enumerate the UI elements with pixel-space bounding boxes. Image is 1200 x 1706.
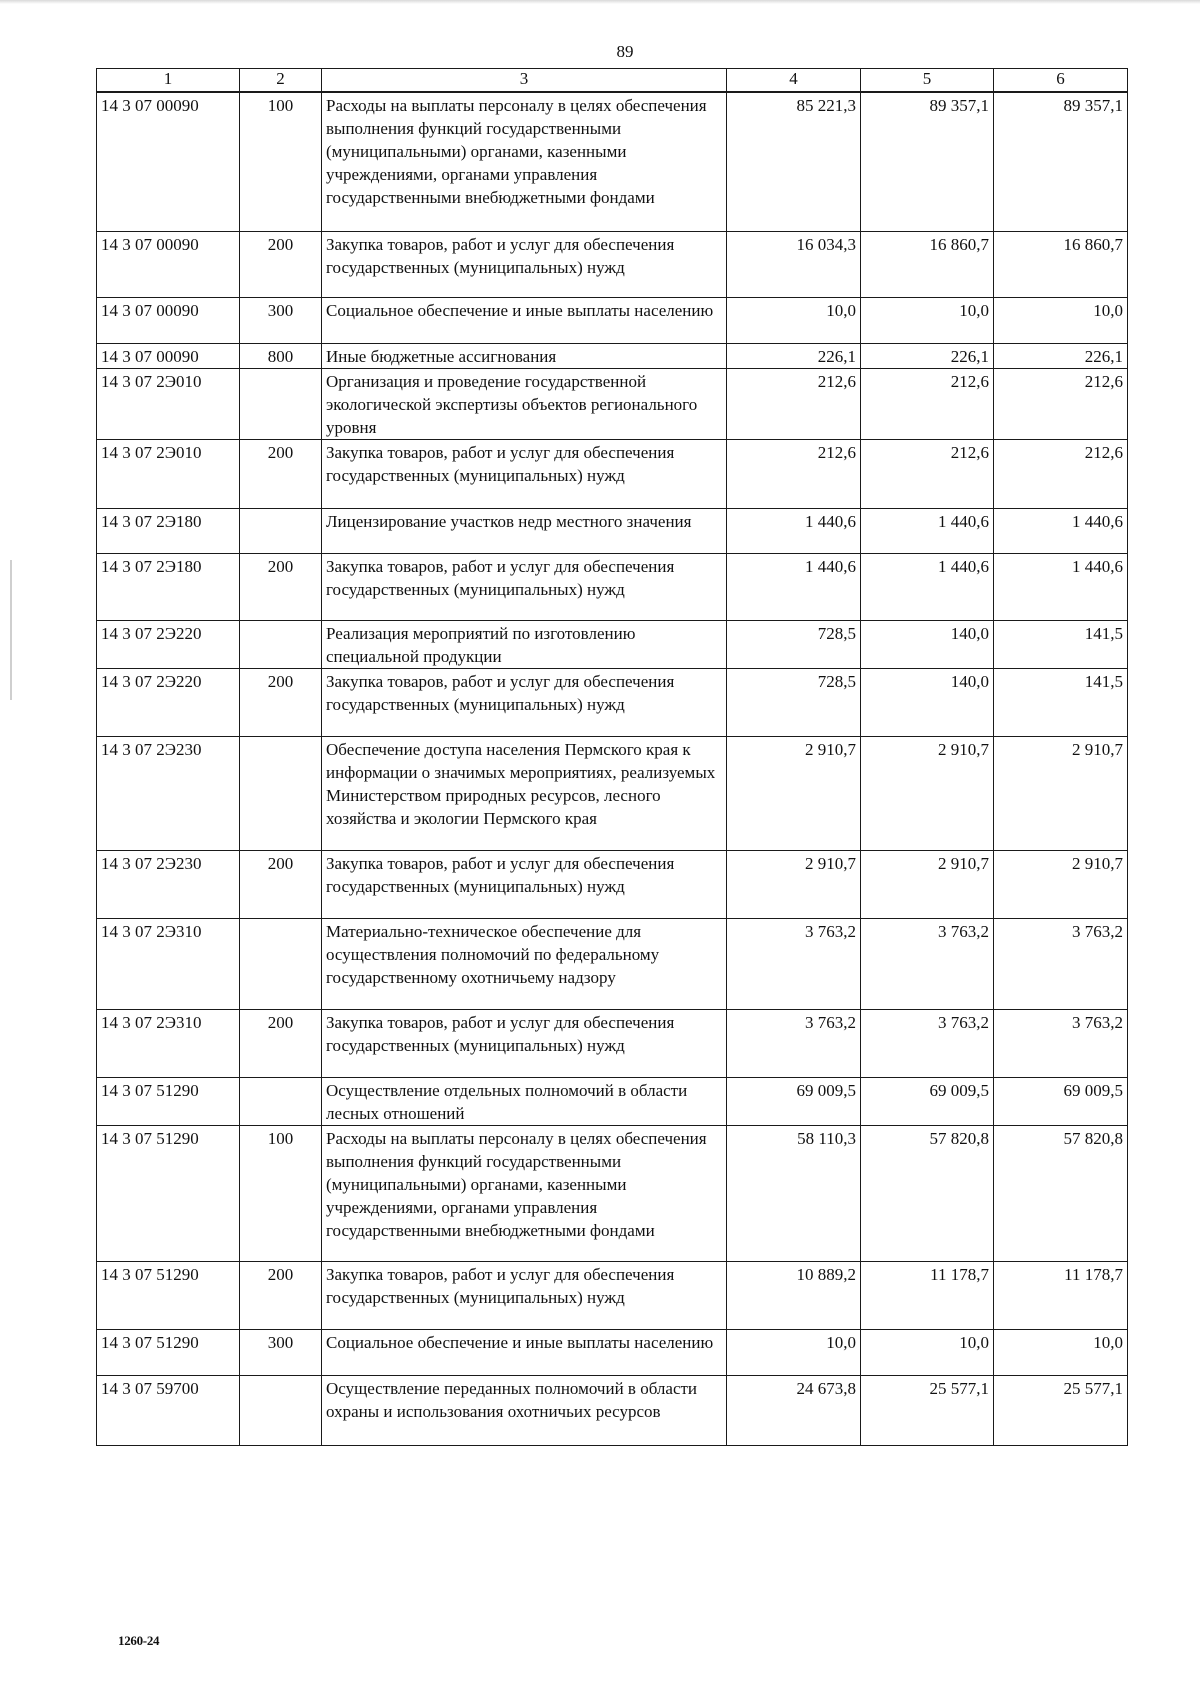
amount-year2-cell: 57 820,8 [861,1125,994,1261]
table-row [97,439,1128,508]
table-row [97,850,1128,918]
amount-year1-cell: 24 673,8 [727,1375,861,1445]
amount-year1-cell: 212,6 [727,439,861,508]
amount-year3-cell: 3 763,2 [994,918,1128,1009]
budget-code-cell: 14 3 07 51290 [97,1077,240,1125]
item-name-cell: Расходы на выплаты персоналу в целях обеспечения выполнения функций государственными (муниципальными) органами, казенными учреждениями, органами управления государственными внебюджетными фондами [322,92,727,231]
item-name-cell: Осуществление отдельных полномочий в области лесных отношений [322,1077,727,1125]
expense-type-cell [240,918,322,1009]
column-header: 2 [240,69,322,93]
expense-type-cell: 200 [240,850,322,918]
item-name-cell: Закупка товаров, работ и услуг для обеспечения государственных (муниципальных) нужд [322,231,727,297]
item-name-cell: Реализация мероприятий по изготовлению специальной продукции [322,620,727,668]
table-row [97,231,1128,297]
amount-year1-cell: 3 763,2 [727,1009,861,1077]
amount-year1-cell: 16 034,3 [727,231,861,297]
expense-type-cell [240,368,322,439]
expense-type-cell [240,736,322,850]
table-row [97,1077,1128,1125]
item-name-cell: Социальное обеспечение и иные выплаты населению [322,297,727,343]
expense-type-cell [240,1375,322,1445]
budget-code-cell: 14 3 07 51290 [97,1329,240,1375]
budget-code-cell: 14 3 07 00090 [97,297,240,343]
amount-year3-cell: 2 910,7 [994,850,1128,918]
item-name-cell: Социальное обеспечение и иные выплаты населению [322,1329,727,1375]
amount-year1-cell: 10,0 [727,297,861,343]
budget-table [96,68,1128,1446]
budget-code-cell: 14 3 07 2Э220 [97,620,240,668]
expense-type-cell: 300 [240,1329,322,1375]
expense-type-cell: 200 [240,231,322,297]
item-name-cell: Иные бюджетные ассигнования [322,343,727,368]
amount-year1-cell: 2 910,7 [727,850,861,918]
amount-year2-cell: 3 763,2 [861,1009,994,1077]
scan-edge [0,0,1200,4]
table-row [97,1125,1128,1261]
amount-year1-cell: 226,1 [727,343,861,368]
amount-year2-cell: 16 860,7 [861,231,994,297]
expense-type-cell: 100 [240,92,322,231]
budget-code-cell: 14 3 07 2Э220 [97,668,240,736]
column-header: 4 [727,69,861,93]
amount-year3-cell: 2 910,7 [994,736,1128,850]
page-number: 89 [616,42,634,61]
expense-type-cell: 100 [240,1125,322,1261]
item-name-cell: Закупка товаров, работ и услуг для обеспечения государственных (муниципальных) нужд [322,850,727,918]
expense-type-cell: 800 [240,343,322,368]
amount-year2-cell: 25 577,1 [861,1375,994,1445]
amount-year1-cell: 3 763,2 [727,918,861,1009]
table-row [97,368,1128,439]
amount-year3-cell: 1 440,6 [994,508,1128,553]
budget-code-cell: 14 3 07 2Э010 [97,439,240,508]
amount-year3-cell: 57 820,8 [994,1125,1128,1261]
budget-code-cell: 14 3 07 00090 [97,231,240,297]
amount-year3-cell: 3 763,2 [994,1009,1128,1077]
amount-year1-cell: 728,5 [727,668,861,736]
table-row [97,553,1128,620]
table-row [97,918,1128,1009]
budget-code-cell: 14 3 07 59700 [97,1375,240,1445]
amount-year3-cell: 212,6 [994,368,1128,439]
expense-type-cell: 200 [240,668,322,736]
expense-type-cell: 300 [240,297,322,343]
column-header: 3 [322,69,727,93]
amount-year3-cell: 1 440,6 [994,553,1128,620]
item-name-cell: Закупка товаров, работ и услуг для обеспечения государственных (муниципальных) нужд [322,439,727,508]
item-name-cell: Закупка товаров, работ и услуг для обеспечения государственных (муниципальных) нужд [322,668,727,736]
table-row [97,1009,1128,1077]
item-name-cell: Организация и проведение государственной экологической экспертизы объектов регионального уровня [322,368,727,439]
amount-year1-cell: 10 889,2 [727,1261,861,1329]
amount-year1-cell: 728,5 [727,620,861,668]
amount-year2-cell: 3 763,2 [861,918,994,1009]
footer-document-code: 1260-24 [118,1633,160,1648]
budget-code-cell: 14 3 07 2Э230 [97,850,240,918]
amount-year2-cell: 1 440,6 [861,508,994,553]
amount-year1-cell: 58 110,3 [727,1125,861,1261]
amount-year2-cell: 2 910,7 [861,736,994,850]
amount-year1-cell: 1 440,6 [727,553,861,620]
table-row [97,1329,1128,1375]
column-header: 1 [97,69,240,93]
amount-year3-cell: 141,5 [994,668,1128,736]
amount-year2-cell: 1 440,6 [861,553,994,620]
budget-code-cell: 14 3 07 51290 [97,1125,240,1261]
budget-code-cell: 14 3 07 51290 [97,1261,240,1329]
amount-year2-cell: 140,0 [861,668,994,736]
amount-year3-cell: 10,0 [994,1329,1128,1375]
table-row [97,736,1128,850]
amount-year2-cell: 212,6 [861,439,994,508]
amount-year2-cell: 89 357,1 [861,92,994,231]
expense-type-cell: 200 [240,439,322,508]
table-row [97,668,1128,736]
amount-year3-cell: 141,5 [994,620,1128,668]
budget-code-cell: 14 3 07 00090 [97,343,240,368]
amount-year1-cell: 2 910,7 [727,736,861,850]
amount-year1-cell: 69 009,5 [727,1077,861,1125]
budget-code-cell: 14 3 07 2Э230 [97,736,240,850]
amount-year3-cell: 11 178,7 [994,1261,1128,1329]
expense-type-cell: 200 [240,1009,322,1077]
budget-code-cell: 14 3 07 2Э180 [97,508,240,553]
amount-year3-cell: 212,6 [994,439,1128,508]
table-row [97,620,1128,668]
table-row [97,343,1128,368]
table-row [97,1375,1128,1445]
scan-artifact [10,560,12,700]
amount-year2-cell: 10,0 [861,1329,994,1375]
amount-year3-cell: 69 009,5 [994,1077,1128,1125]
table-row [97,297,1128,343]
amount-year2-cell: 10,0 [861,297,994,343]
item-name-cell: Обеспечение доступа населения Пермского края к информации о значимых мероприятиях, реализуемых Министерством природных ресурсов, лесного хозяйства и экологии Пермского края [322,736,727,850]
column-header: 5 [861,69,994,93]
table-row [97,1261,1128,1329]
expense-type-cell: 200 [240,1261,322,1329]
item-name-cell: Материально-техническое обеспечение для осуществления полномочий по федеральному государственному охотничьему надзору [322,918,727,1009]
table-row [97,508,1128,553]
amount-year2-cell: 226,1 [861,343,994,368]
item-name-cell: Расходы на выплаты персоналу в целях обеспечения выполнения функций государственными (муниципальными) органами, казенными учреждениями, органами управления государственными внебюджетными фондами [322,1125,727,1261]
table-body [97,92,1128,1445]
amount-year3-cell: 226,1 [994,343,1128,368]
table-row [97,92,1128,231]
amount-year1-cell: 212,6 [727,368,861,439]
expense-type-cell [240,620,322,668]
amount-year1-cell: 85 221,3 [727,92,861,231]
amount-year2-cell: 69 009,5 [861,1077,994,1125]
item-name-cell: Закупка товаров, работ и услуг для обеспечения государственных (муниципальных) нужд [322,1261,727,1329]
amount-year3-cell: 10,0 [994,297,1128,343]
amount-year3-cell: 89 357,1 [994,92,1128,231]
amount-year1-cell: 1 440,6 [727,508,861,553]
expense-type-cell [240,508,322,553]
item-name-cell: Лицензирование участков недр местного значения [322,508,727,553]
expense-type-cell: 200 [240,553,322,620]
amount-year1-cell: 10,0 [727,1329,861,1375]
budget-code-cell: 14 3 07 2Э180 [97,553,240,620]
amount-year2-cell: 11 178,7 [861,1261,994,1329]
budget-code-cell: 14 3 07 2Э310 [97,918,240,1009]
item-name-cell: Закупка товаров, работ и услуг для обеспечения государственных (муниципальных) нужд [322,1009,727,1077]
amount-year3-cell: 25 577,1 [994,1375,1128,1445]
column-header: 6 [994,69,1128,93]
amount-year2-cell: 2 910,7 [861,850,994,918]
amount-year2-cell: 212,6 [861,368,994,439]
item-name-cell: Закупка товаров, работ и услуг для обеспечения государственных (муниципальных) нужд [322,553,727,620]
budget-code-cell: 14 3 07 00090 [97,92,240,231]
table-header-row [97,69,1128,93]
amount-year3-cell: 16 860,7 [994,231,1128,297]
budget-code-cell: 14 3 07 2Э310 [97,1009,240,1077]
item-name-cell: Осуществление переданных полномочий в области охраны и использования охотничьих ресурсов [322,1375,727,1445]
amount-year2-cell: 140,0 [861,620,994,668]
budget-code-cell: 14 3 07 2Э010 [97,368,240,439]
expense-type-cell [240,1077,322,1125]
